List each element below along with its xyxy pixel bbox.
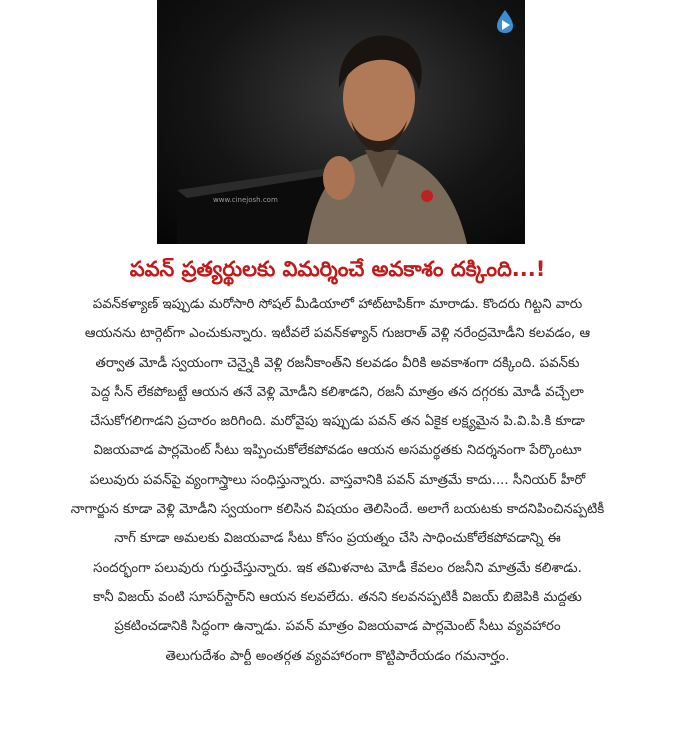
article-line: పలువురు పవన్‌పై వ్యంగాస్త్రాలు సంధిస్తున్నారు. వాస్తవానికి పవన్ మాత్రమే కాదు.... సీనియర్ హీరో xyxy=(89,472,586,488)
article-line: ఆయనను టార్గెట్‌గా ఎంచుకున్నారు. ఇటీవలే పవన్‌కళ్యాన్ గుజరాత్ వెళ్లి నరేంద్రమోడీని కలవడం, ఆ xyxy=(84,326,591,342)
article-line: పవన్‌కళ్యాణ్ ఇప్పుడు మరోసారి సోషల్ మీడియాలో హాట్‌టాపిక్‌గా మారాడు. కొందరు గిట్టని వారు xyxy=(92,297,583,312)
article-line: పెద్ద సీన్ లేకపోబట్టే ఆయన తనే వెళ్లి మోడీని కలిశాడని, రజనీ మాత్రం తన దగ్గరకు మోడీ వచ్చేలా xyxy=(91,384,584,400)
article-line: సందర్భంగా పలువురు గుర్తుచేస్తున్నారు. ఇక తమిళనాట మోడీ కేవలం రజనీని మాత్రమే కలిశాడు. xyxy=(93,560,582,576)
site-watermark: www.cinejosh.com xyxy=(213,196,278,204)
site-logo-icon xyxy=(493,8,517,34)
article-body xyxy=(10,290,665,671)
speaker-figure xyxy=(277,28,487,244)
article-line: నాగ్ కూడా అమలకు విజయవాడ సీటు కోసం ప్రయత్నం చేసి సాధించుకోలేకపోవడాన్ని ఈ xyxy=(114,531,561,547)
article-line: నాగార్జున కూడా వెళ్లి మోడీని స్వయంగా కలిసిన విషయం తెలిసిందే. అలాగే బయటకు కాదనిపించినప్పటికీ xyxy=(70,502,605,518)
article-line: విజయవాడ పార్లమెంట్ సీటు ఇప్పించుకోలేకపోవడం ఆయన అసమర్థతకు నిదర్శనంగా పేర్కొంటూ xyxy=(93,443,582,459)
article-line: తర్వాత మోడీ స్వయంగా చెన్నైకి వెళ్లి రజనీకాంత్‌ని కలవడం వీరికి అవకాశంగా దక్కింది. పవన్‌కు xyxy=(95,355,580,371)
article-line: ప్రకటించడానికి సిద్ధంగా ఉన్నాడు. పవన్ మాత్రం విజయవాడ పార్లమెంట్ సీటు వ్యవహారం xyxy=(114,619,561,635)
article-line: కానీ విజయ్ వంటి సూపర్‌స్టార్‌ని ఆయన కలవలేదు. తనని కలవనప్పటికీ విజయ్ బిజెపికి మద్దతు xyxy=(93,589,582,605)
article-line: చేసుకోగలిగాడని ప్రచారం జరిగింది. మరోవైపు ఇప్పుడు పవన్ తన ఏకైక లక్ష్యమైన పి.వి.పి.కి కూడా xyxy=(90,414,585,430)
article-line: తెలుగుదేశం పార్టీ అంతర్గత వ్యవహారంగా కొట్టిపారేయడం గమనార్హం. xyxy=(165,648,510,664)
headline: పవన్ ప్రత్యర్థులకు విమర్శించే అవకాశం దక్కింది...! xyxy=(129,257,546,281)
article-photo xyxy=(157,0,525,244)
